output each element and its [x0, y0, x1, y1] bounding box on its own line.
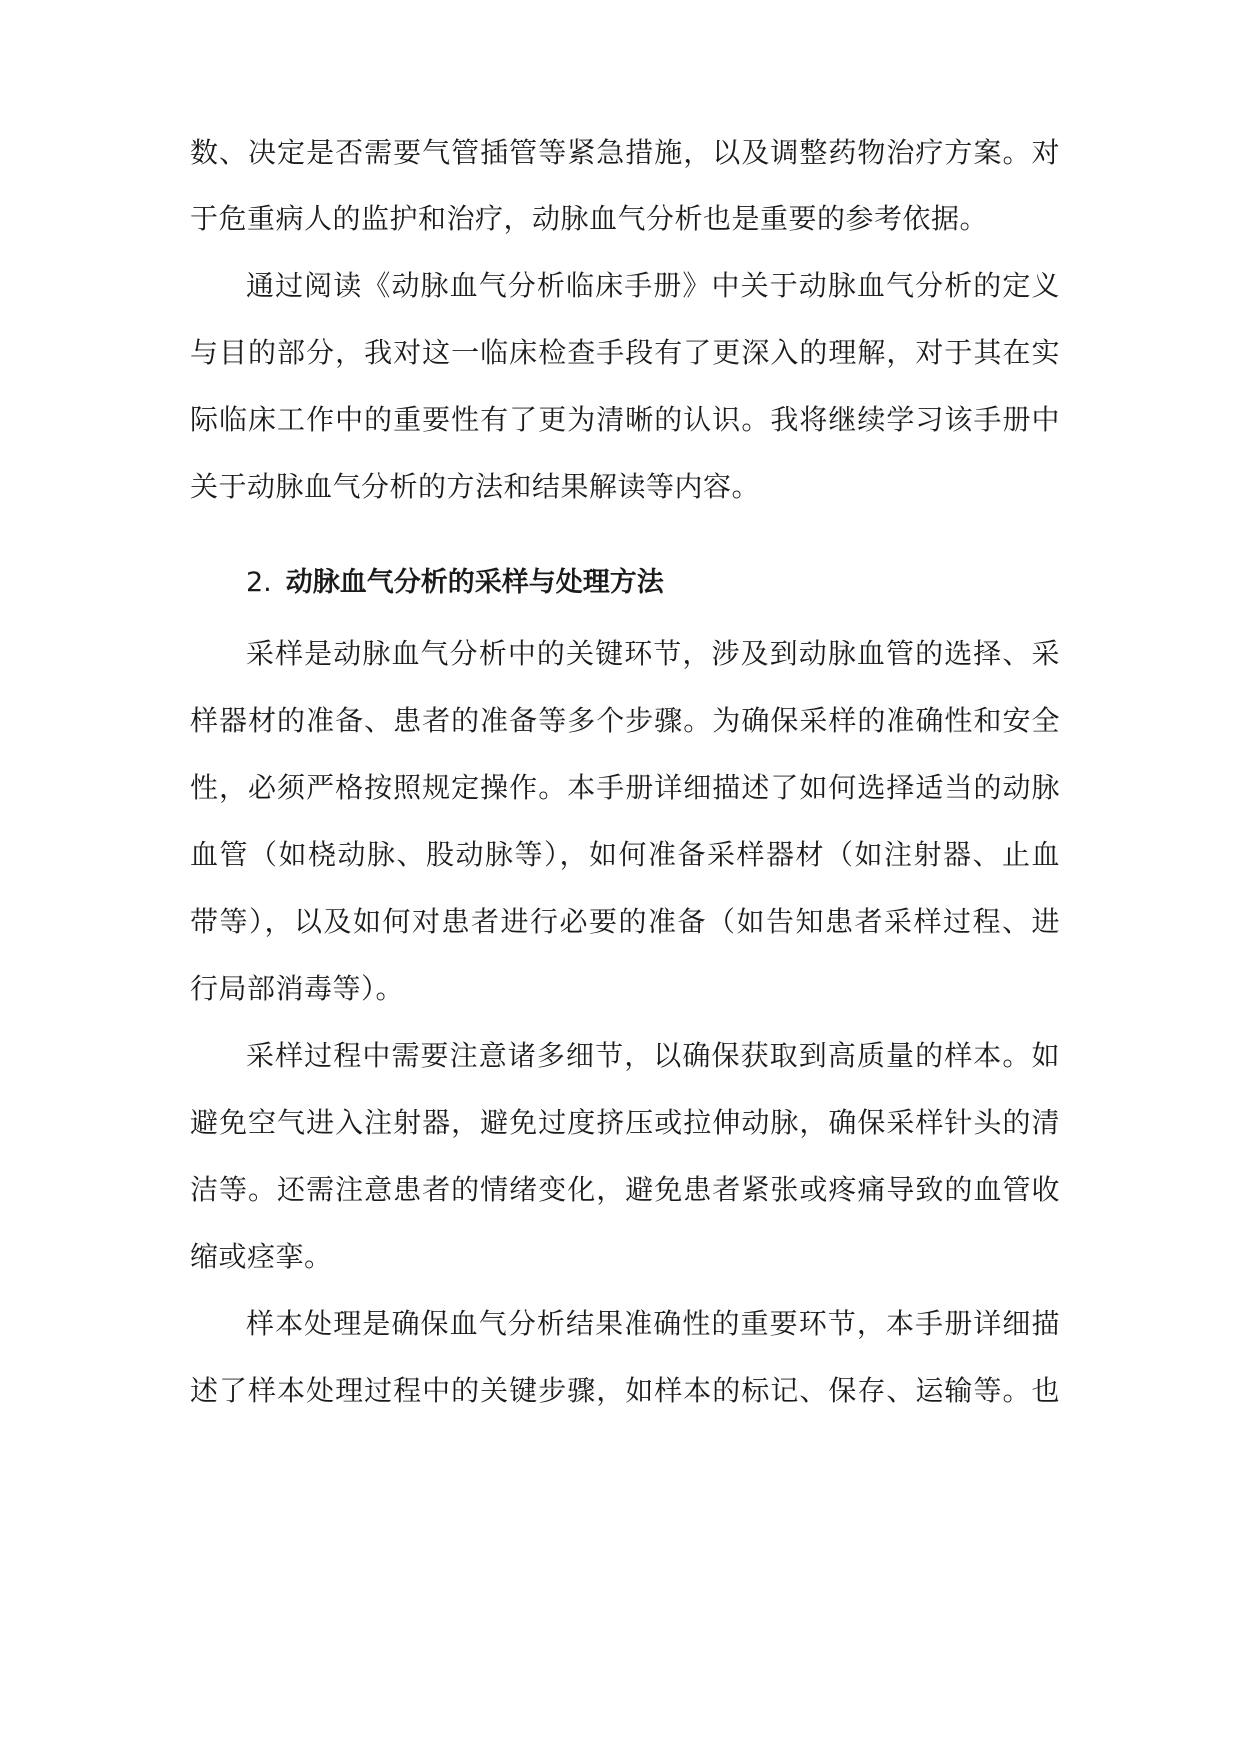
- section-title: 动脉血气分析的采样与处理方法: [285, 567, 664, 598]
- paragraph-line: 性，必须严格按照规定操作。本手册详细描述了如何选择适当的动脉: [190, 771, 1060, 804]
- paragraph-line: 行局部消毒等）。: [190, 972, 405, 1005]
- paragraph-line: 血管（如桡动脉、股动脉等），如何准备采样器材（如注射器、止血: [190, 838, 1060, 871]
- paragraph-line: 避免空气进入注射器，避免过度挤压或拉伸动脉，确保采样针头的清: [190, 1106, 1060, 1139]
- paragraph-line: 与目的部分，我对这一临床检查手段有了更深入的理解，对于其在实: [190, 336, 1060, 369]
- paragraph-line: 采样过程中需要注意诸多细节，以确保获取到高质量的样本。如: [246, 1039, 1060, 1072]
- section-heading: [246, 563, 664, 603]
- paragraph-line: 于危重病人的监护和治疗，动脉血气分析也是重要的参考依据。: [190, 202, 989, 235]
- paragraph-line: 缩或痉挛。: [190, 1240, 333, 1273]
- paragraph-line: 洁等。还需注意患者的情绪变化，避免患者紧张或疼痛导致的血管收: [190, 1173, 1060, 1206]
- paragraph-line: 数、决定是否需要气管插管等紧急措施，以及调整药物治疗方案。对: [190, 136, 1060, 169]
- paragraph-line: 带等），以及如何对患者进行必要的准备（如告知患者采样过程、进: [190, 905, 1060, 938]
- section-number: 2.: [246, 567, 272, 598]
- paragraph-line: 际临床工作中的重要性有了更为清晰的认识。我将继续学习该手册中: [190, 403, 1060, 436]
- paragraph-line: 述了样本处理过程中的关键步骤，如样本的标记、保存、运输等。也: [190, 1374, 1060, 1407]
- paragraph-line: 采样是动脉血气分析中的关键环节，涉及到动脉血管的选择、采: [246, 637, 1060, 670]
- paragraph-line: 通过阅读《动脉血气分析临床手册》中关于动脉血气分析的定义: [246, 269, 1060, 302]
- paragraph-line: 关于动脉血气分析的方法和结果解读等内容。: [190, 470, 761, 503]
- paragraph-line: 样器材的准备、患者的准备等多个步骤。为确保采样的准确性和安全: [190, 704, 1060, 737]
- paragraph-line: 样本处理是确保血气分析结果准确性的重要环节，本手册详细描: [246, 1307, 1060, 1340]
